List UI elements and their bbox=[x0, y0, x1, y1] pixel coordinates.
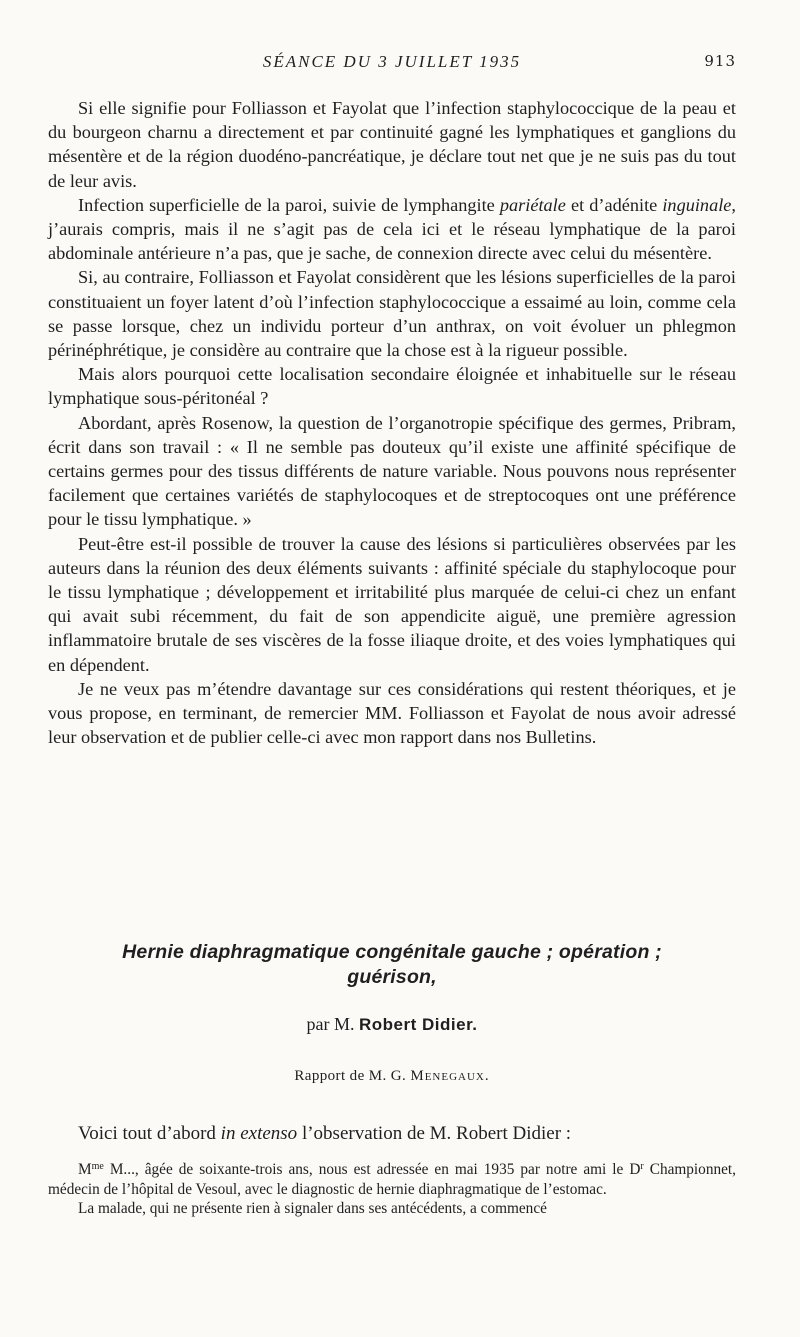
author-name: Robert Didier. bbox=[359, 1015, 478, 1034]
paragraph: Peut-être est-il possible de trouver la cause des lésions si particulières observées par les auteurs dans la réunion des deux éléments suivants : affinité spéciale du staphylocoque pour le tissu lymphatique ; développement et irritabilité plus marquée de celui-ci chez un enfant qui avait subi récemment, du fait de son appendicite aiguë, une première agression inflammatoire brutale de ses viscères de la fosse iliaque droite, et des voies lymphatiques qui en dépendent. bbox=[48, 533, 736, 675]
article-title-line: Hernie diaphragmatique congénitale gauche ; opération ; bbox=[122, 941, 662, 963]
byline bbox=[48, 1014, 736, 1035]
text-run: , j’aurais compris, mais il ne s’agit pas de cela ici et le réseau lymphatique de la paroi abdominale antérieure n’a pas, que je sache, de connexion directe avec celui du mésentère. bbox=[48, 194, 736, 264]
paragraph bbox=[48, 1160, 736, 1199]
report-prefix: Rapport de M. G. bbox=[294, 1068, 407, 1084]
paragraph: Mais alors pourquoi cette localisation secondaire éloignée et inhabituelle sur le réseau lymphatique sous-péritonéal ? bbox=[48, 364, 736, 409]
paragraph: Si elle signifie pour Folliasson et Fayolat que l’infection staphylococcique de la peau et du bourgeon charnu a directement et par continuité gagné les lymphatiques et ganglions du mésentère et de la région duodéno-pancréatique, je déclare tout net que je ne suis pas du tout de leur avis. bbox=[48, 98, 736, 191]
running-head-title: SÉANCE DU 3 JUILLET 1935 bbox=[262, 52, 522, 71]
italic-term: in extenso bbox=[220, 1123, 298, 1144]
superscript: me bbox=[91, 1161, 104, 1172]
observation-text bbox=[48, 1160, 736, 1219]
article-title bbox=[48, 940, 736, 990]
superscript: r bbox=[640, 1161, 644, 1172]
text-run: M..., âgée de soixante-trois ans, nous est adressée en mai 1935 par notre ami le D bbox=[103, 1161, 641, 1178]
paragraph: Abordant, après Rosenow, la question de l’organotropie spécifique des germes, Pribram, écrit dans son travail : « Il ne semble pas douteux qu’il existe une affinité spécifique de certains germes pour des tissus différents de nature variable. Nous pouvons nous représenter facilement que certaines variétés de staphylocoques et de streptocoques ont une préférence pour le tissu lymphatique. » bbox=[48, 412, 736, 530]
text-run: Voici tout d’abord bbox=[78, 1123, 221, 1144]
paragraph: Si, au contraire, Folliasson et Fayolat considèrent que les lésions superficielles de la paroi constituaient un foyer latent d’où l’infection staphylococcique a essaimé au loin, comme cela se passe lorsque, chez un individu porteur d’un anthrax, on voit évoluer un phlegmon périnéphrétique, je considère au contraire que la chose est à la rigueur possible. bbox=[48, 267, 736, 361]
italic-term: pariétale bbox=[499, 194, 566, 215]
report-attribution bbox=[48, 1068, 736, 1085]
paragraph: Je ne veux pas m’étendre davantage sur ces considérations qui restent théoriques, et je vous propose, en terminant, de remercier MM. Folliasson et Fayolat de nous avoir adressé leur observation et de publier celle-ci avec mon rapport dans nos Bulletins. bbox=[48, 678, 736, 748]
italic-term: inguinale bbox=[662, 194, 732, 215]
report-body bbox=[48, 96, 736, 749]
text-run: Infection superficielle de la paroi, suivie de lymphangite bbox=[78, 194, 500, 215]
paragraph bbox=[48, 193, 736, 266]
text-run: M bbox=[78, 1161, 92, 1178]
running-head bbox=[48, 52, 736, 76]
byline-prefix: par M. bbox=[306, 1014, 355, 1034]
text-run: et d’adénite bbox=[565, 194, 663, 215]
text-run: l’observation de M. Robert Didier : bbox=[297, 1123, 572, 1144]
reporter-name: Menegaux. bbox=[410, 1068, 490, 1084]
paragraph: La malade, qui ne présente rien à signaler dans ses antécédents, a commencé bbox=[78, 1200, 547, 1218]
article-title-line: guérison, bbox=[347, 966, 437, 988]
text-run: Championnet, médecin de l’hôpital de Vesoul, avec le diagnostic de hernie diaphragmatique de l’estomac. bbox=[48, 1161, 736, 1198]
observation-intro bbox=[48, 1122, 736, 1146]
page-number: 913 bbox=[704, 52, 736, 70]
